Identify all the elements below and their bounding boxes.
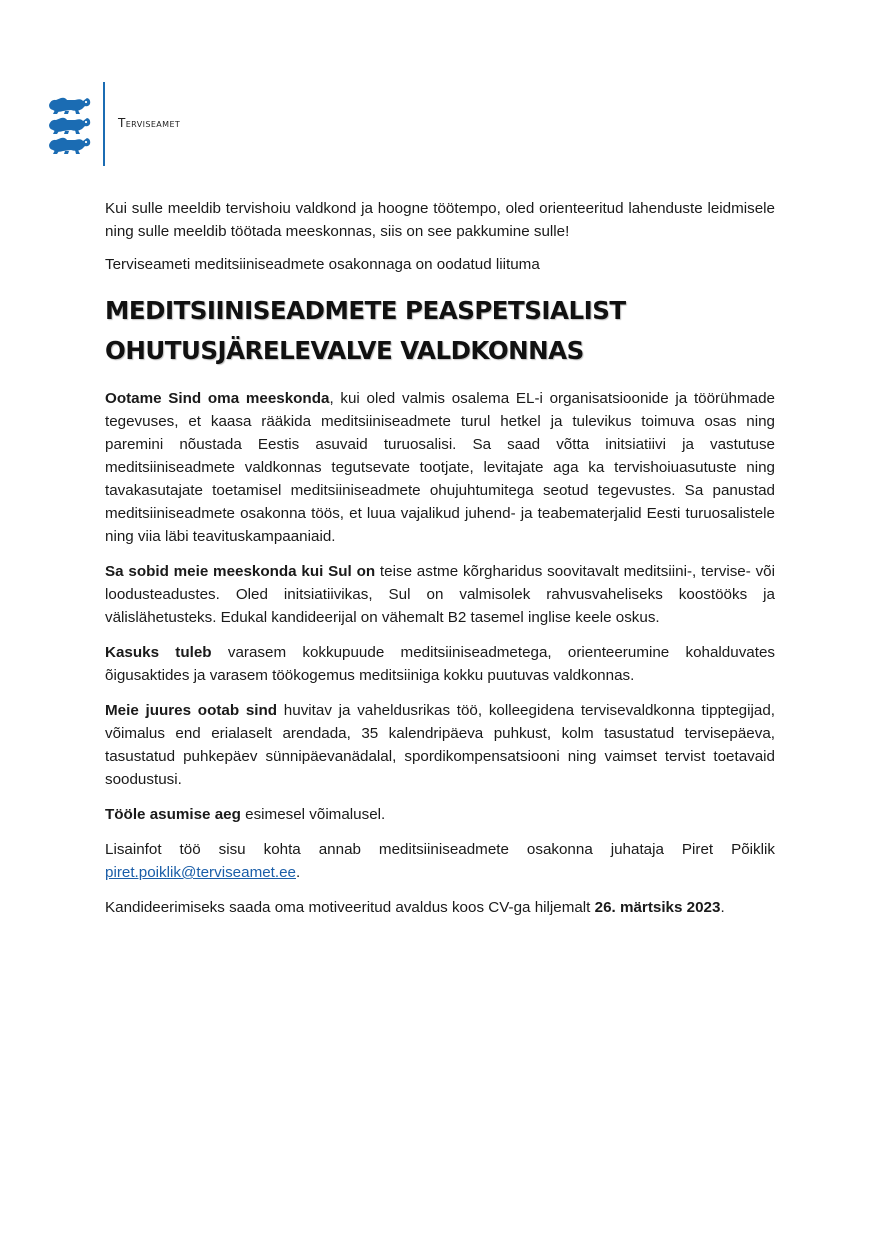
subintro-paragraph: Terviseameti meditsiiniseadmete osakonnaga on oodatud liituma xyxy=(105,256,540,273)
advantage-paragraph xyxy=(105,641,775,687)
fit-paragraph xyxy=(105,560,775,629)
contact-text: Lisainfot töö sisu kohta annab meditsiiniseadmete osakonna juhataja Piret Põiklik xyxy=(105,841,775,858)
job-title-line-2: OHUTUSJÄRELEVALVE VALDKONNAS xyxy=(105,336,584,365)
start-lead: Tööle asumise aeg xyxy=(105,806,241,823)
start-text: esimesel võimalusel. xyxy=(240,806,386,823)
team-paragraph xyxy=(105,387,775,548)
team-lead: Ootame Sind oma meeskonda xyxy=(105,390,330,407)
team-text: , kui oled valmis osalema EL-i organisatsioonide ja töörühmade tegevuses, et kaasa rääkida meditsiiniseadmete turul hetkel ja tulevikus toimuva osas ning paremini nõustada Eestis asuvaid turuosalisi. Sa saad võtta initsiatiivi ja vastutuse meditsiiniseadmete valdkonnas tegutsevate tootjate, levitajate aga ka tervishoiuasutuste ning tavakasutajate toetamisel meditsiiniseadmete ohujuhtumitega seotud tegevustes. Sa panustad meditsiiniseadmete osakonna töös, et luua vajalikud juhend- ja teabematerjalid Eesti turuosalistele ning viia läbi teavituskampaaniaid. xyxy=(105,390,775,545)
organization-name: Terviseamet xyxy=(118,116,181,130)
apply-text: Kandideerimiseks saada oma motiveeritud avaldus koos CV-ga hiljemalt xyxy=(105,899,595,916)
contact-paragraph xyxy=(105,838,775,884)
apply-paragraph xyxy=(105,896,775,919)
header-divider xyxy=(103,82,105,166)
offer-text: huvitav ja vaheldusrikas töö, kolleegidena tervisevaldkonna tipptegijad, võimalus end erialaselt arendada, 35 kalendripäeva puhkust, kolm tasustatud tervisepäeva, tasustatud puhkepäev sünnipäevanädalal, spordikompensatsiooni ning vaimset tervist toetavaid soodustusi. xyxy=(105,702,775,788)
apply-deadline: 26. märtsiks 2023 xyxy=(594,899,721,916)
start-paragraph xyxy=(105,803,775,826)
offer-lead: Meie juures ootab sind xyxy=(105,702,278,719)
apply-end: . xyxy=(720,899,725,916)
fit-lead: Sa sobid meie meeskonda kui Sul on xyxy=(105,563,376,580)
intro-paragraph: Kui sulle meeldib tervishoiu valdkond ja hoogne töötempo, oled orienteeritud lahenduste leidmisele ning sulle meeldib töötada meeskonnas, siis on see pakkumine sulle! xyxy=(105,200,775,240)
fit-text: teise astme kõrgharidus soovitavalt meditsiini-, tervise- või loodusteadustes. Oled initsiatiivikas, Sul on valmisolek rahvusvaheliseks koostööks ja välislähetusteks. Edukal kandideerijal on vähemalt B2 tasemel inglise keele oskus. xyxy=(105,563,776,626)
coat-of-arms-logo-icon xyxy=(47,95,93,155)
job-posting-body xyxy=(105,197,775,919)
job-title xyxy=(105,291,775,371)
advantage-text: varasem kokkupuude meditsiiniseadmetega, orienteerumine kohalduvates õigusaktides ja varasem töökogemus meditsiiniga kokku puutuvas valdkonnas. xyxy=(105,644,776,684)
page-header xyxy=(47,82,347,166)
contact-end: . xyxy=(296,864,301,881)
job-title-line-1: MEDITSIINISEADMETE PEASPETSIALIST xyxy=(105,296,626,325)
advantage-lead: Kasuks tuleb xyxy=(105,644,212,661)
contact-email-link[interactable]: piret.poiklik@terviseamet.ee xyxy=(105,864,296,881)
offer-paragraph xyxy=(105,699,775,791)
